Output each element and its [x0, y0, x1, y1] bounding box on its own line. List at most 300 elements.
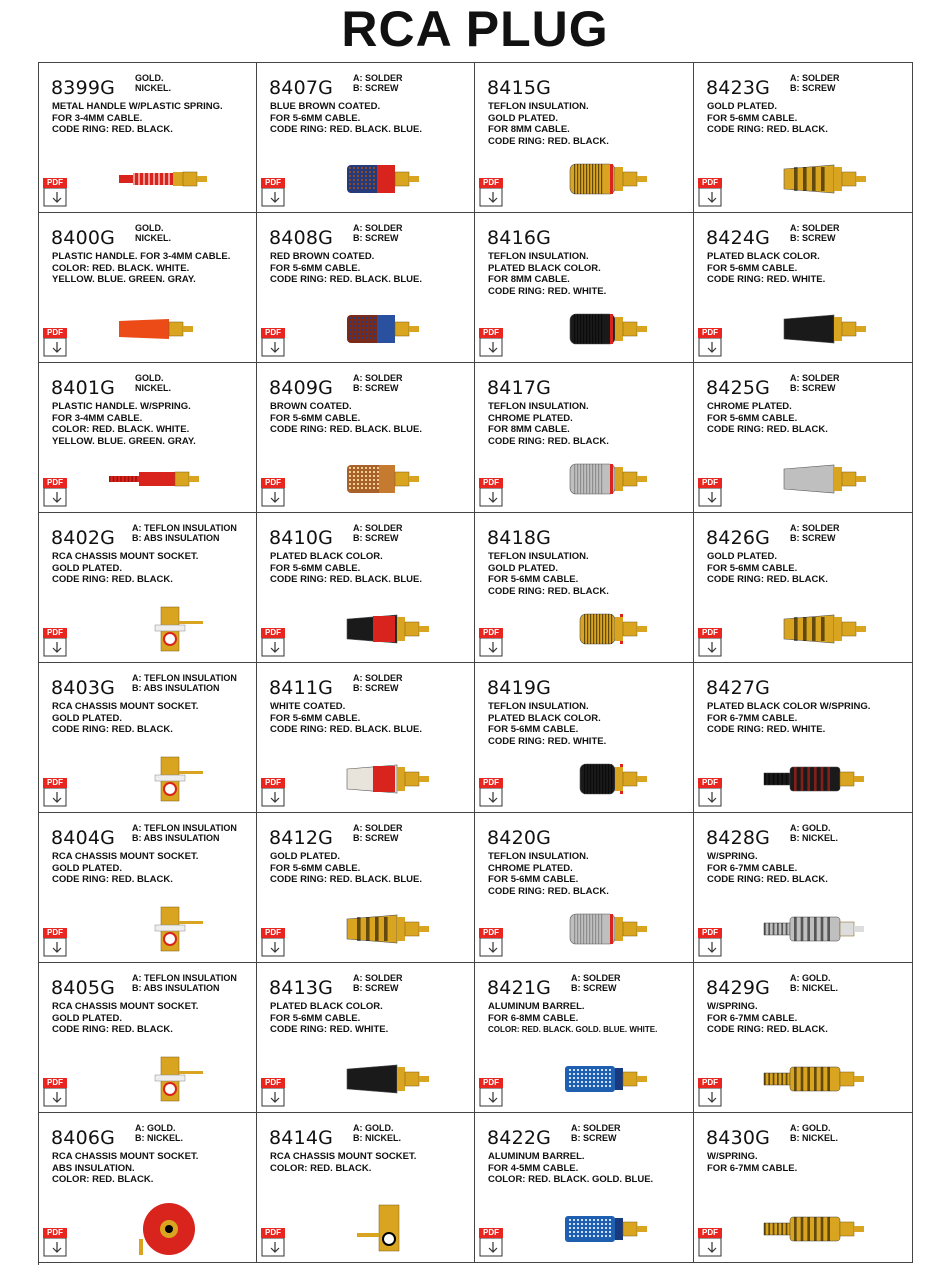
product-cell-8412G	[257, 813, 475, 963]
description-line: COLOR: RED. BLACK.	[270, 1162, 372, 1174]
description-line: PLATED BLACK COLOR W/SPRING.	[707, 701, 871, 712]
product-code: 8425G	[706, 377, 771, 399]
product-code: 8405G	[51, 977, 116, 999]
product-code: 8410G	[269, 527, 334, 549]
description-line: CODE RING: RED. WHITE.	[488, 285, 607, 297]
product-grid	[38, 62, 913, 1265]
pdf-label: PDF	[698, 328, 722, 338]
description-line: FOR 5-6MM CABLE.	[707, 412, 798, 424]
product-code: 8421G	[487, 977, 552, 999]
product-image	[317, 899, 457, 963]
description-line: WHITE COATED.	[270, 701, 346, 712]
product-image	[754, 899, 894, 963]
product-cell-8407G	[257, 63, 475, 213]
product-options: A: SOLDER B: SCREW	[571, 973, 621, 993]
description-line: CODE RING: RED. BLACK.	[707, 1024, 828, 1035]
product-code: 8407G	[269, 77, 334, 99]
product-cell-8429G	[694, 963, 913, 1113]
product-image	[99, 749, 239, 813]
product-image	[535, 599, 675, 663]
description-line: COLOR: RED. BLACK. WHITE.	[52, 262, 190, 274]
pdf-label: PDF	[479, 178, 503, 188]
description-line: W/SPRING.	[707, 1151, 758, 1162]
product-options: GOLD. NICKEL.	[135, 223, 171, 243]
product-options: A: SOLDER B: SCREW	[353, 823, 403, 843]
product-image	[317, 749, 457, 813]
product-code: 8429G	[706, 977, 771, 999]
product-code: 8400G	[51, 227, 116, 249]
pdf-download-icon[interactable]	[261, 178, 291, 208]
product-code: 8406G	[51, 1127, 116, 1149]
description-line: GOLD PLATED.	[52, 1012, 123, 1024]
description-line: FOR 8MM CABLE.	[488, 274, 570, 285]
description-line: TEFLON INSULATION.	[488, 251, 589, 262]
description-line: CODE RING: RED. BLACK.	[707, 124, 828, 135]
description-line: CHROME PLATED.	[488, 862, 573, 874]
product-options: GOLD. NICKEL.	[135, 373, 171, 393]
product-cell-8413G	[257, 963, 475, 1113]
pdf-label: PDF	[43, 478, 67, 488]
product-description	[52, 701, 198, 736]
description-line: FOR 5-6MM CABLE.	[488, 874, 579, 885]
pdf-download-icon[interactable]	[698, 928, 728, 958]
product-options: A: TEFLON INSULATION B: ABS INSULATION	[132, 973, 237, 993]
product-cell-8424G	[694, 213, 913, 363]
description-line: FOR 5-6MM CABLE.	[488, 724, 579, 735]
description-line: FOR 5-6MM CABLE.	[707, 262, 798, 274]
pdf-label: PDF	[43, 778, 67, 788]
product-cell-8404G	[39, 813, 257, 963]
product-options: A: SOLDER B: SCREW	[353, 973, 403, 993]
pdf-download-icon[interactable]	[43, 478, 73, 508]
product-code: 8419G	[487, 677, 552, 699]
description-line: COLOR: RED. BLACK. GOLD. BLUE. WHITE.	[488, 1025, 658, 1034]
description-line: CODE RING: RED. WHITE.	[707, 274, 826, 285]
product-cell-8403G	[39, 663, 257, 813]
product-code: 8412G	[269, 827, 334, 849]
description-line: CODE RING: RED. BLACK.	[488, 135, 609, 147]
product-code: 8409G	[269, 377, 334, 399]
pdf-label: PDF	[698, 478, 722, 488]
description-line: TEFLON INSULATION.	[488, 401, 589, 412]
description-line: CODE RING: RED. BLACK. BLUE.	[270, 574, 422, 585]
description-line: CODE RING: RED. BLACK.	[707, 574, 828, 585]
pdf-download-icon[interactable]	[261, 778, 291, 808]
description-line: CODE RING: RED. BLACK. BLUE.	[270, 424, 422, 435]
description-line: FOR 3-4MM CABLE.	[52, 412, 143, 424]
product-code: 8408G	[269, 227, 334, 249]
product-image	[535, 899, 675, 963]
description-line: FOR 5-6MM CABLE.	[270, 262, 361, 274]
product-description	[488, 1151, 653, 1186]
description-line: GOLD PLATED.	[488, 562, 559, 574]
description-line: FOR 5-6MM CABLE.	[270, 412, 361, 424]
product-cell-8425G	[694, 363, 913, 513]
pdf-download-icon[interactable]	[698, 778, 728, 808]
pdf-label: PDF	[479, 478, 503, 488]
description-line: CODE RING: RED. BLACK. BLUE.	[270, 724, 422, 735]
description-line: CHROME PLATED.	[488, 412, 573, 424]
product-cell-8416G	[475, 213, 694, 363]
product-image	[535, 449, 675, 513]
product-cell-8410G	[257, 513, 475, 663]
product-description	[270, 251, 422, 286]
description-line: CODE RING: RED. BLACK.	[52, 574, 173, 585]
product-description	[52, 551, 198, 586]
pdf-label: PDF	[43, 1078, 67, 1088]
pdf-download-icon[interactable]	[43, 328, 73, 358]
description-line: RCA CHASSIS MOUNT SOCKET.	[52, 1001, 199, 1012]
description-line: FOR 5-6MM CABLE.	[707, 112, 798, 124]
pdf-label: PDF	[261, 1228, 285, 1238]
product-cell-8423G	[694, 63, 913, 213]
description-line: PLATED BLACK COLOR.	[707, 251, 820, 262]
pdf-download-icon[interactable]	[261, 628, 291, 658]
description-line: METAL HANDLE W/PLASTIC SPRING.	[52, 101, 223, 112]
product-description	[707, 1001, 828, 1036]
product-description	[707, 101, 828, 136]
description-line: YELLOW. BLUE. GREEN. GRAY.	[52, 435, 196, 447]
description-line: CODE RING: RED. BLACK.	[52, 124, 173, 135]
product-options: A: GOLD. B: NICKEL.	[135, 1123, 183, 1143]
product-code: 8399G	[51, 77, 116, 99]
pdf-download-icon[interactable]	[479, 328, 509, 358]
description-line: FOR 3-4MM CABLE.	[52, 112, 143, 124]
product-image	[535, 1049, 675, 1113]
description-line: FOR 5-6MM CABLE.	[270, 562, 361, 574]
product-code: 8413G	[269, 977, 334, 999]
product-cell-8430G	[694, 1113, 913, 1263]
product-description	[270, 851, 422, 886]
pdf-label: PDF	[479, 328, 503, 338]
description-line: FOR 4-5MM CABLE.	[488, 1162, 579, 1174]
description-line: CODE RING: RED. BLACK. BLUE.	[270, 874, 422, 885]
description-line: FOR 6-7MM CABLE.	[707, 1162, 798, 1174]
pdf-label: PDF	[698, 628, 722, 638]
description-line: CODE RING: RED. BLACK.	[52, 724, 173, 735]
product-cell-8428G	[694, 813, 913, 963]
pdf-label: PDF	[261, 328, 285, 338]
product-description	[270, 401, 422, 436]
description-line: TEFLON INSULATION.	[488, 701, 589, 712]
product-code: 8422G	[487, 1127, 552, 1149]
product-description	[707, 551, 828, 586]
pdf-download-icon[interactable]	[261, 478, 291, 508]
product-options: A: GOLD. B: NICKEL.	[790, 973, 838, 993]
product-cell-8420G	[475, 813, 694, 963]
description-line: BLUE BROWN COATED.	[270, 101, 381, 112]
product-description	[707, 251, 825, 286]
product-code: 8426G	[706, 527, 771, 549]
description-line: ALUMINUM BARREL.	[488, 1001, 585, 1012]
description-line: BROWN COATED.	[270, 401, 352, 412]
product-description	[488, 851, 609, 897]
description-line: CODE RING: RED. WHITE.	[488, 735, 607, 747]
product-image	[754, 299, 894, 363]
description-line: FOR 8MM CABLE.	[488, 424, 570, 435]
description-line: TEFLON INSULATION.	[488, 551, 589, 562]
product-image	[535, 749, 675, 813]
product-cell-8418G	[475, 513, 694, 663]
product-description	[270, 101, 422, 136]
description-line: CODE RING: RED. BLACK. BLUE.	[270, 124, 422, 135]
page-title: RCA PLUG	[341, 1, 609, 57]
pdf-label: PDF	[261, 478, 285, 488]
pdf-download-icon[interactable]	[43, 178, 73, 208]
description-line: GOLD PLATED.	[52, 712, 123, 724]
product-code: 8430G	[706, 1127, 771, 1149]
product-options: A: SOLDER B: SCREW	[790, 73, 840, 93]
product-cell-8415G	[475, 63, 694, 213]
description-line: CODE RING: RED. BLACK.	[52, 874, 173, 885]
product-code: 8404G	[51, 827, 116, 849]
pdf-label: PDF	[479, 628, 503, 638]
pdf-label: PDF	[43, 178, 67, 188]
product-code: 8418G	[487, 527, 552, 549]
product-image	[99, 599, 239, 663]
pdf-download-icon[interactable]	[479, 628, 509, 658]
pdf-label: PDF	[698, 928, 722, 938]
description-line: TEFLON INSULATION.	[488, 101, 589, 112]
description-line: COLOR: RED. BLACK. WHITE.	[52, 424, 190, 435]
product-options: A: SOLDER B: SCREW	[790, 523, 840, 543]
description-line: COLOR: RED. BLACK. GOLD. BLUE.	[488, 1174, 654, 1185]
description-line: FOR 5-6MM CABLE.	[270, 1012, 361, 1024]
product-options: A: TEFLON INSULATION B: ABS INSULATION	[132, 523, 237, 543]
pdf-label: PDF	[261, 178, 285, 188]
pdf-download-icon[interactable]	[261, 928, 291, 958]
pdf-label: PDF	[261, 628, 285, 638]
product-image	[754, 1199, 894, 1263]
product-code: 8428G	[706, 827, 771, 849]
product-code: 8403G	[51, 677, 116, 699]
product-options: A: SOLDER B: SCREW	[571, 1123, 621, 1143]
product-image	[535, 1199, 675, 1263]
product-options: A: SOLDER B: SCREW	[353, 223, 403, 243]
pdf-label: PDF	[479, 1228, 503, 1238]
description-line: PLATED BLACK COLOR.	[270, 551, 383, 562]
product-description	[52, 251, 230, 286]
description-line: FOR 6-7MM CABLE.	[707, 862, 798, 874]
product-options: A: SOLDER B: SCREW	[353, 523, 403, 543]
pdf-label: PDF	[43, 628, 67, 638]
product-description	[488, 101, 609, 147]
description-line: CODE RING: RED. BLACK.	[52, 1024, 173, 1035]
product-image	[754, 599, 894, 663]
description-line: FOR 6-7MM CABLE.	[707, 1012, 798, 1024]
product-cell-8401G	[39, 363, 257, 513]
product-description	[488, 551, 609, 597]
product-image	[535, 149, 675, 213]
description-line: W/SPRING.	[707, 1001, 758, 1012]
description-line: CODE RING: RED. WHITE.	[270, 1024, 389, 1035]
product-image	[317, 599, 457, 663]
product-code: 8416G	[487, 227, 552, 249]
product-cell-8409G	[257, 363, 475, 513]
product-image	[754, 149, 894, 213]
product-image	[317, 449, 457, 513]
product-description	[52, 1001, 198, 1036]
product-description	[270, 551, 422, 586]
pdf-download-icon[interactable]	[43, 1228, 73, 1258]
product-image	[317, 1049, 457, 1113]
pdf-label: PDF	[698, 778, 722, 788]
product-description	[707, 851, 828, 886]
pdf-download-icon[interactable]	[479, 478, 509, 508]
product-image	[99, 149, 239, 213]
product-options: A: TEFLON INSULATION B: ABS INSULATION	[132, 823, 237, 843]
description-line: CHROME PLATED.	[707, 401, 792, 412]
product-cell-8405G	[39, 963, 257, 1113]
product-cell-8399G	[39, 63, 257, 213]
product-code: 8402G	[51, 527, 116, 549]
pdf-download-icon[interactable]	[698, 178, 728, 208]
pdf-download-icon[interactable]	[698, 628, 728, 658]
description-line: PLASTIC HANDLE. W/SPRING.	[52, 401, 191, 412]
description-line: GOLD PLATED.	[707, 101, 778, 112]
pdf-label: PDF	[43, 1228, 67, 1238]
product-image	[754, 749, 894, 813]
description-line: RCA CHASSIS MOUNT SOCKET.	[52, 701, 199, 712]
product-description	[707, 1151, 797, 1174]
description-line: PLATED BLACK COLOR.	[488, 262, 601, 274]
pdf-download-icon[interactable]	[43, 928, 73, 958]
description-line: FOR 5-6MM CABLE.	[270, 112, 361, 124]
product-description	[707, 401, 828, 436]
pdf-download-icon[interactable]	[43, 628, 73, 658]
product-description	[707, 701, 870, 736]
pdf-download-icon[interactable]	[261, 328, 291, 358]
description-line: GOLD PLATED.	[52, 862, 123, 874]
product-code: 8427G	[706, 677, 771, 699]
product-options: A: GOLD. B: NICKEL.	[353, 1123, 401, 1143]
product-cell-8402G	[39, 513, 257, 663]
product-image	[317, 1199, 457, 1263]
product-code: 8420G	[487, 827, 552, 849]
pdf-label: PDF	[698, 1228, 722, 1238]
description-line: W/SPRING.	[707, 851, 758, 862]
description-line: CODE RING: RED. BLACK.	[488, 885, 609, 897]
product-description	[52, 1151, 198, 1186]
pdf-label: PDF	[43, 328, 67, 338]
description-line: TEFLON INSULATION.	[488, 851, 589, 862]
pdf-download-icon[interactable]	[479, 178, 509, 208]
product-cell-8417G	[475, 363, 694, 513]
pdf-download-icon[interactable]	[698, 1078, 728, 1108]
product-cell-8414G	[257, 1113, 475, 1263]
product-image	[99, 299, 239, 363]
pdf-label: PDF	[261, 928, 285, 938]
product-cell-8422G	[475, 1113, 694, 1263]
product-cell-8427G	[694, 663, 913, 813]
product-image	[317, 149, 457, 213]
product-image	[317, 299, 457, 363]
description-line: YELLOW. BLUE. GREEN. GRAY.	[52, 274, 196, 285]
product-options: A: SOLDER B: SCREW	[353, 373, 403, 393]
product-options: A: SOLDER B: SCREW	[790, 373, 840, 393]
pdf-download-icon[interactable]	[479, 1228, 509, 1258]
pdf-download-icon[interactable]	[698, 1228, 728, 1258]
product-cell-8400G	[39, 213, 257, 363]
description-line: PLATED BLACK COLOR.	[270, 1001, 383, 1012]
pdf-download-icon[interactable]	[261, 1228, 291, 1258]
pdf-label: PDF	[479, 778, 503, 788]
product-cell-8421G	[475, 963, 694, 1113]
product-code: 8411G	[269, 677, 334, 699]
pdf-label: PDF	[479, 1078, 503, 1088]
pdf-download-icon[interactable]	[479, 928, 509, 958]
product-image	[99, 449, 239, 513]
pdf-label: PDF	[43, 928, 67, 938]
product-options: A: SOLDER B: SCREW	[790, 223, 840, 243]
pdf-download-icon[interactable]	[479, 1078, 509, 1108]
product-options: A: SOLDER B: SCREW	[353, 73, 403, 93]
product-options: GOLD. NICKEL.	[135, 73, 171, 93]
description-line: GOLD PLATED.	[270, 851, 341, 862]
product-code: 8401G	[51, 377, 116, 399]
product-image	[754, 449, 894, 513]
product-description	[52, 101, 223, 136]
pdf-label: PDF	[698, 178, 722, 188]
pdf-download-icon[interactable]	[43, 778, 73, 808]
description-line: GOLD PLATED.	[52, 562, 123, 574]
product-options: A: GOLD. B: NICKEL.	[790, 1123, 838, 1143]
product-description	[488, 401, 609, 447]
pdf-download-icon[interactable]	[698, 478, 728, 508]
description-line: FOR 8MM CABLE.	[488, 124, 570, 135]
product-cell-8411G	[257, 663, 475, 813]
description-line: CODE RING: RED. BLACK.	[707, 874, 828, 885]
description-line: FOR 5-6MM CABLE.	[707, 562, 798, 574]
description-line: FOR 6-8MM CABLE.	[488, 1012, 579, 1024]
description-line: CODE RING: RED. BLACK.	[488, 585, 609, 597]
description-line: FOR 5-6MM CABLE.	[488, 574, 579, 585]
description-line: FOR 6-7MM CABLE.	[707, 712, 798, 724]
product-code: 8423G	[706, 77, 771, 99]
pdf-download-icon[interactable]	[479, 778, 509, 808]
description-line: PLASTIC HANDLE. FOR 3-4MM CABLE.	[52, 251, 231, 262]
product-cell-8408G	[257, 213, 475, 363]
pdf-label: PDF	[698, 1078, 722, 1088]
description-line: CODE RING: RED. BLACK.	[488, 435, 609, 447]
description-line: RCA CHASSIS MOUNT SOCKET.	[52, 1151, 199, 1162]
product-description	[488, 701, 606, 747]
product-code: 8415G	[487, 77, 552, 99]
description-line: ALUMINUM BARREL.	[488, 1151, 585, 1162]
description-line: RED BROWN COATED.	[270, 251, 375, 262]
pdf-download-icon[interactable]	[261, 1078, 291, 1108]
description-line: ABS INSULATION.	[52, 1162, 135, 1174]
product-image	[754, 1049, 894, 1113]
pdf-download-icon[interactable]	[43, 1078, 73, 1108]
product-description	[52, 851, 198, 886]
pdf-label: PDF	[261, 1078, 285, 1088]
product-code: 8414G	[269, 1127, 334, 1149]
pdf-download-icon[interactable]	[698, 328, 728, 358]
product-options: A: TEFLON INSULATION B: ABS INSULATION	[132, 673, 237, 693]
description-line: PLATED BLACK COLOR.	[488, 712, 601, 724]
description-line: RCA CHASSIS MOUNT SOCKET.	[52, 551, 199, 562]
product-image	[99, 1199, 239, 1263]
description-line: GOLD PLATED.	[707, 551, 778, 562]
product-options: A: SOLDER B: SCREW	[353, 673, 403, 693]
product-code: 8424G	[706, 227, 771, 249]
product-image	[535, 299, 675, 363]
product-description	[52, 401, 196, 447]
description-line: RCA CHASSIS MOUNT SOCKET.	[52, 851, 199, 862]
product-cell-8419G	[475, 663, 694, 813]
description-line: COLOR: RED. BLACK.	[52, 1174, 154, 1185]
